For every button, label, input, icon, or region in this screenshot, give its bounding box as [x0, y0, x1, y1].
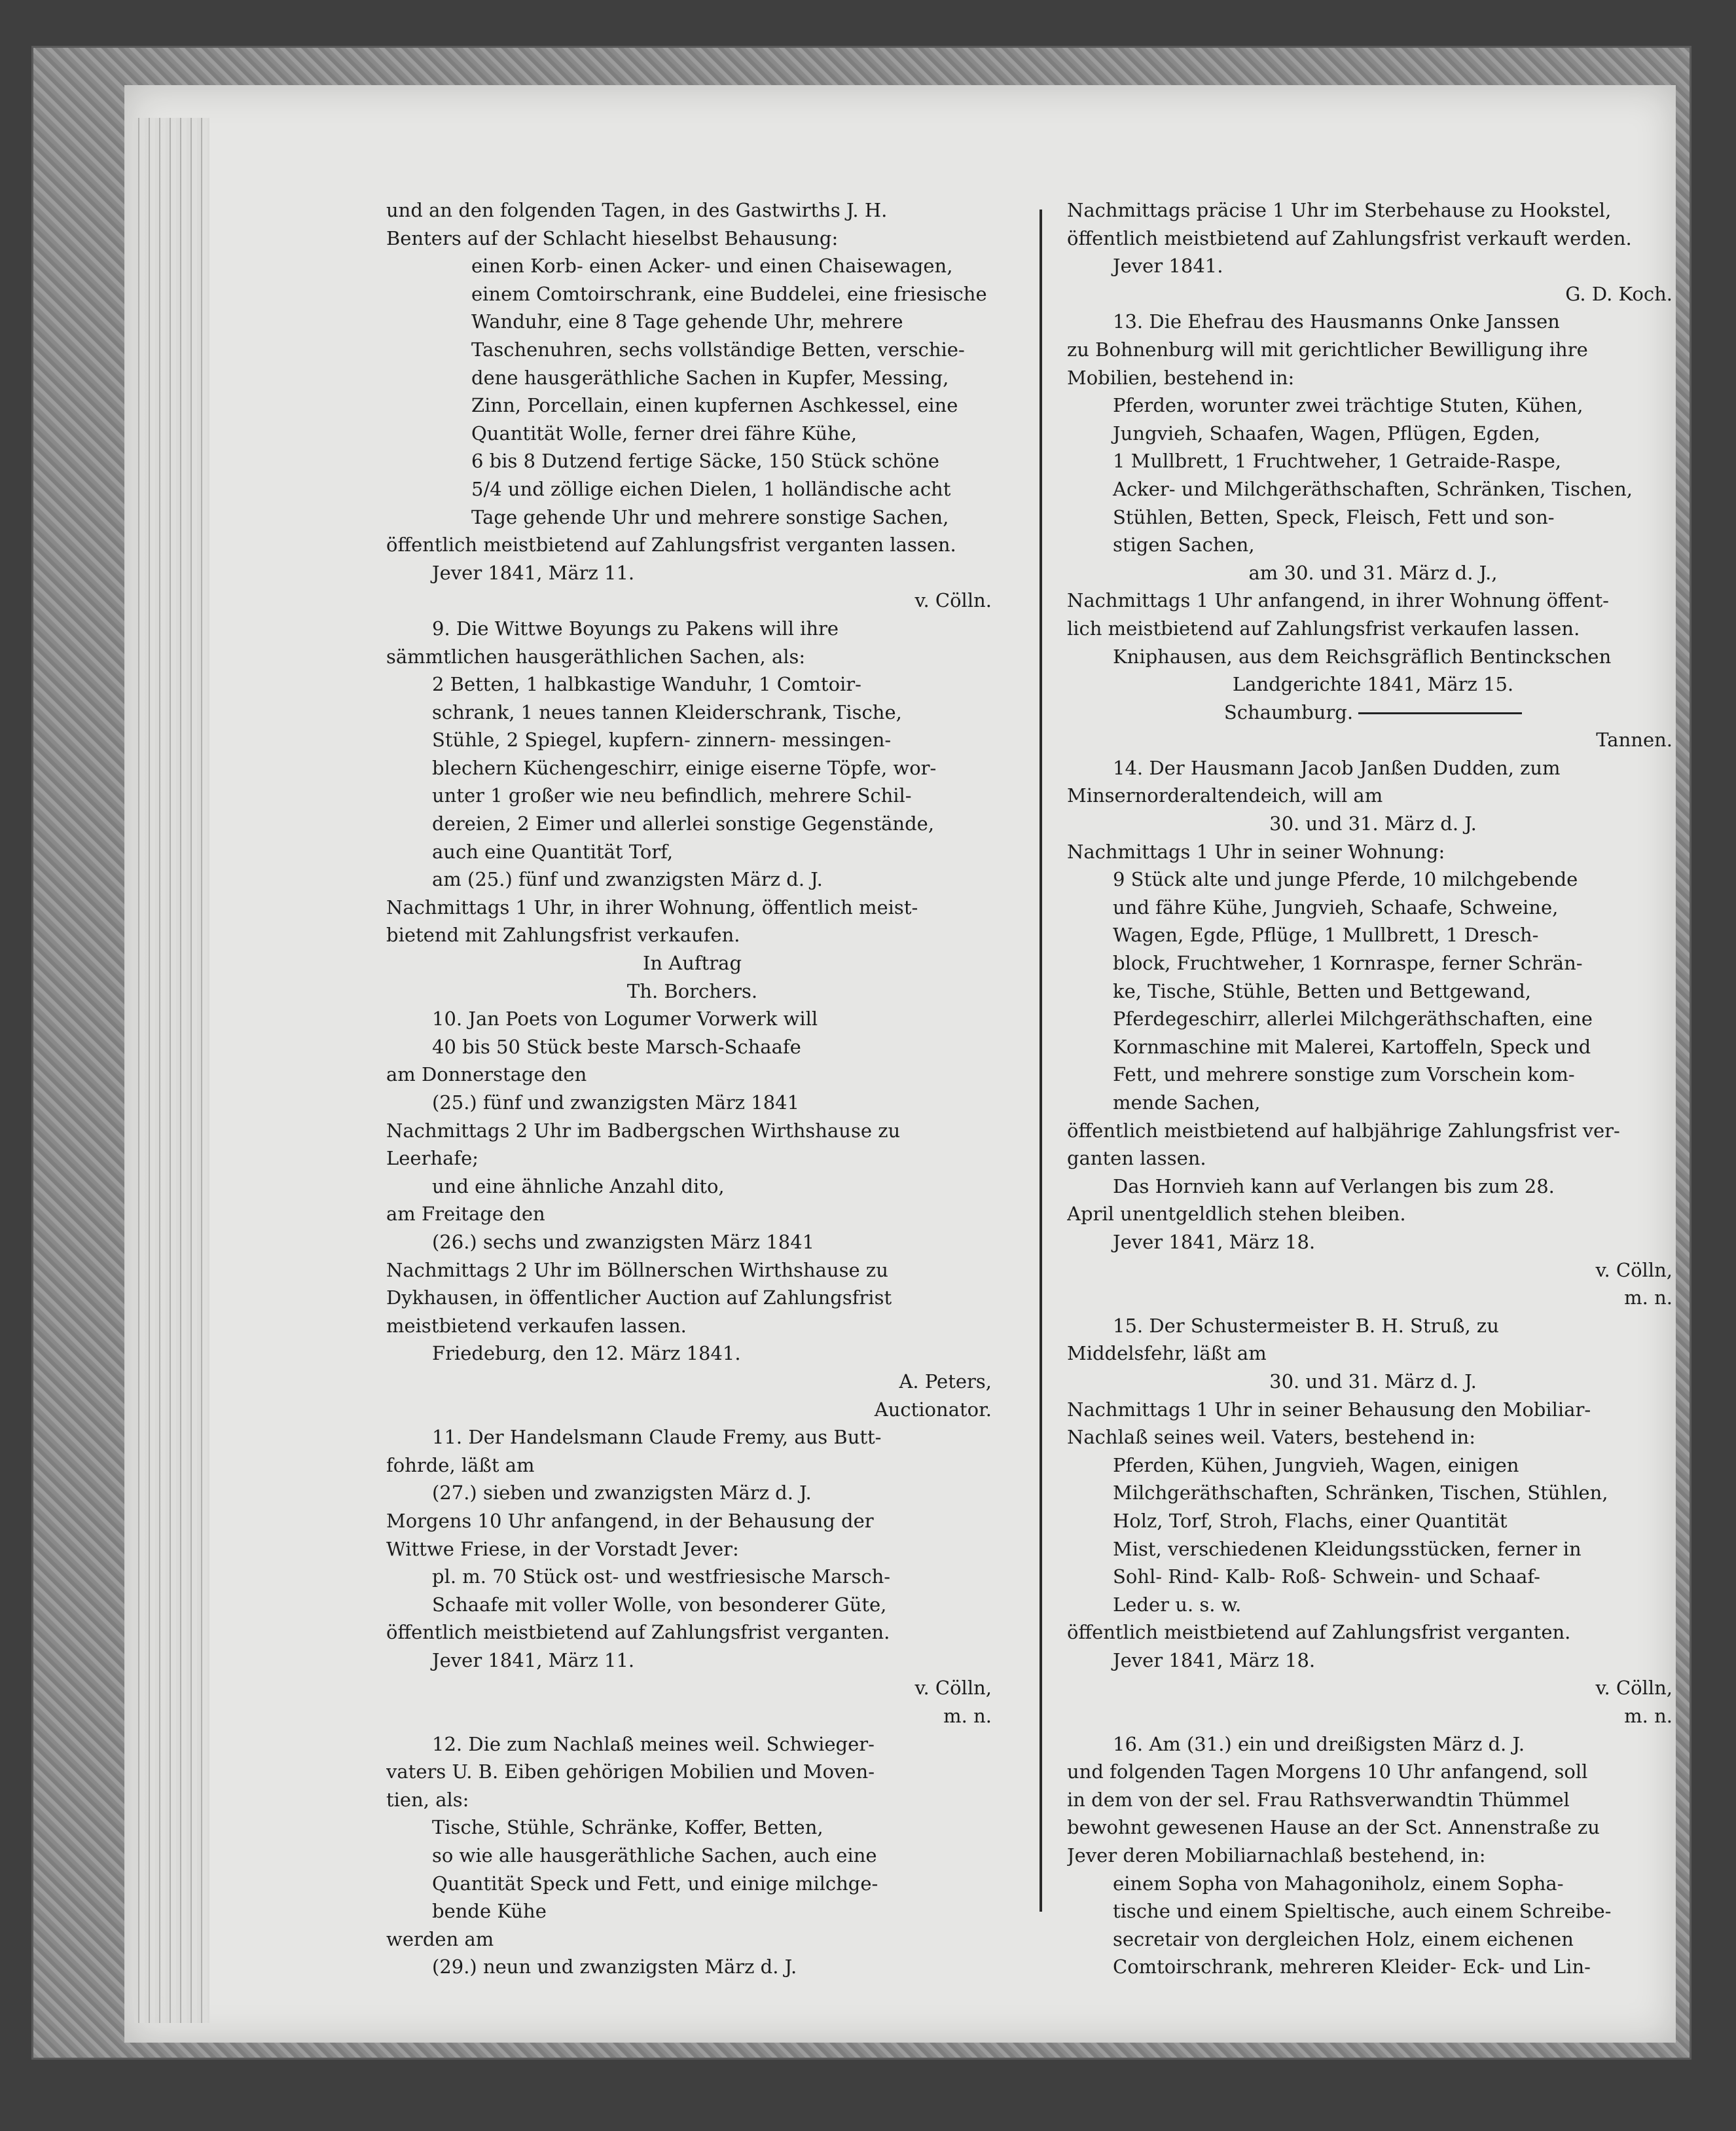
text-line-content: (25.) fünf und zwanzigsten März 1841 [432, 1091, 800, 1114]
text-line [386, 587, 998, 615]
text-line [1067, 1144, 1679, 1173]
text-line [386, 1563, 998, 1591]
text-line [1067, 308, 1679, 336]
text-line [1067, 364, 1679, 392]
text-line [386, 726, 998, 754]
text-line [386, 699, 998, 727]
text-line-content: Tannen. [1596, 729, 1673, 752]
text-line-content: ganten lassen. [1067, 1147, 1206, 1170]
text-line-content: öffentlich meistbietend auf Zahlungsfrist verkauft werden. [1067, 227, 1632, 249]
text-line [386, 1256, 998, 1284]
text-line [1067, 782, 1679, 810]
text-line-content: bietend mit Zahlungsfrist verkaufen. [386, 924, 740, 947]
text-line-content: Jever 1841. [1113, 255, 1223, 278]
text-line-content: 16. Am (31.) ein und dreißigsten März d. J. [1113, 1732, 1525, 1755]
text-line-content: unter 1 großer wie neu befindlich, mehrere Schil- [432, 784, 912, 807]
text-line [1067, 615, 1679, 643]
text-line-content: Benters auf der Schlacht hieselbst Behausung: [386, 227, 839, 249]
text-line [1067, 1423, 1679, 1451]
text-line [386, 754, 998, 782]
text-line [1067, 1925, 1679, 1954]
text-line [386, 921, 998, 949]
text-line-content: Jever 1841, März 18. [1113, 1230, 1316, 1253]
text-line [1067, 1228, 1679, 1256]
text-line-content: tien, als: [386, 1788, 469, 1811]
text-line-content: Jungvieh, Schaafen, Wagen, Pflügen, Egden, [1113, 422, 1540, 445]
text-line [386, 670, 998, 699]
text-line-content: Leder u. s. w. [1113, 1593, 1242, 1616]
text-line [386, 1396, 998, 1424]
text-line [386, 1647, 998, 1675]
text-line [386, 949, 998, 977]
text-line [1067, 587, 1679, 615]
text-line [386, 1702, 998, 1730]
text-line [386, 1842, 998, 1870]
text-line-content: Schaafe mit voller Wolle, von besonderer Güte, [432, 1593, 887, 1616]
text-line-content: bewohnt gewesenen Hause an der Sct. Annenstraße zu [1067, 1816, 1600, 1839]
text-line [386, 280, 998, 308]
text-line [1067, 643, 1679, 671]
text-line [1067, 1061, 1679, 1089]
column-divider-rule [1040, 209, 1042, 1912]
text-line-content: Nachlaß seines weil. Vaters, bestehend in: [1067, 1426, 1475, 1449]
text-line-content: Jever 1841, März 11. [432, 1648, 635, 1671]
text-line [386, 1730, 998, 1758]
text-line [1067, 894, 1679, 922]
text-line-content: Jever 1841, März 18. [1113, 1648, 1316, 1671]
text-line-content: 30. und 31. März d. J. [1269, 1370, 1477, 1393]
text-line-content: vaters U. B. Eiben gehörigen Mobilien und Moven- [386, 1760, 875, 1783]
text-line [1067, 1953, 1679, 1981]
text-line-content: (26.) sechs und zwanzigsten März 1841 [432, 1230, 815, 1253]
text-line-content: Tische, Stühle, Schränke, Koffer, Betten, [432, 1816, 823, 1839]
text-line [386, 1813, 998, 1842]
text-line-content: Stühle, 2 Spiegel, kupfern- zinnern- messingen- [432, 729, 892, 752]
text-line [1067, 531, 1679, 559]
text-line [1067, 1563, 1679, 1591]
text-line-content: G. D. Koch. [1565, 282, 1673, 305]
text-line-content: fohrde, läßt am [386, 1453, 535, 1476]
text-line [386, 531, 998, 559]
text-line-content: einen Korb- einen Acker- und einen Chaisewagen, [471, 255, 953, 278]
page-edge-binding [134, 118, 209, 2023]
text-line [386, 364, 998, 392]
text-line [1067, 1173, 1679, 1201]
text-line [1067, 1451, 1679, 1480]
text-line [386, 1618, 998, 1647]
text-line [386, 1117, 998, 1145]
text-line-content: Wittwe Friese, in der Vorstadt Jever: [386, 1537, 739, 1560]
text-line [1067, 475, 1679, 503]
text-line-content: Wagen, Egde, Pflüge, 1 Mullbrett, 1 Dresch- [1113, 924, 1539, 947]
text-line [386, 810, 998, 838]
text-line-content: Mobilien, bestehend in: [1067, 366, 1295, 389]
text-line-content: werden am [386, 1927, 494, 1950]
text-line [1067, 949, 1679, 977]
text-line [1067, 1368, 1679, 1396]
text-line-content: auch eine Quantität Torf, [432, 840, 674, 863]
text-line-content: sämmtlichen hausgeräthlichen Sachen, als: [386, 645, 806, 668]
text-line [386, 420, 998, 448]
text-line-content: und folgenden Tagen Morgens 10 Uhr anfangend, soll [1067, 1760, 1588, 1783]
text-line-content: A. Peters, [899, 1370, 992, 1393]
text-line [1067, 447, 1679, 475]
text-line-content: lich meistbietend auf Zahlungsfrist verkaufen lassen. [1067, 617, 1580, 640]
text-line [1067, 838, 1679, 866]
text-line [1067, 336, 1679, 364]
text-line-content: (27.) sieben und zwanzigsten März d. J. [432, 1482, 812, 1504]
text-line-content: Acker- und Milchgeräthschaften, Schränken, Tischen, [1113, 477, 1633, 500]
text-line-content: öffentlich meistbietend auf halbjährige Zahlungsfrist ver- [1067, 1119, 1620, 1142]
text-line [386, 1284, 998, 1312]
text-line-content: (29.) neun und zwanzigsten März d. J. [432, 1956, 797, 1978]
text-line [386, 1200, 998, 1228]
text-line-content: Nachmittags 1 Uhr anfangend, in ihrer Wohnung öffent- [1067, 589, 1609, 612]
text-line-content: Milchgeräthschaften, Schränken, Tischen, Stühlen, [1113, 1482, 1608, 1504]
text-line-content: secretair von dergleichen Holz, einem eichenen [1113, 1927, 1574, 1950]
text-line-content: öffentlich meistbietend auf Zahlungsfrist verganten. [386, 1621, 890, 1644]
text-line-content: Auctionator. [874, 1398, 992, 1421]
text-line-content: 9 Stück alte und junge Pferde, 10 milchgebende [1113, 868, 1578, 891]
text-line [1067, 1312, 1679, 1340]
text-line [1067, 1730, 1679, 1758]
text-line [386, 1507, 998, 1535]
text-line-content: 40 bis 50 Stück beste Marsch-Schaafe [432, 1035, 801, 1058]
text-line [1067, 392, 1679, 420]
text-line-content: Landgerichte 1841, März 15. [1232, 673, 1514, 696]
text-line-content: am Donnerstage den [386, 1063, 587, 1086]
text-line-content: 14. Der Hausmann Jacob Janßen Dudden, zum [1113, 756, 1561, 779]
text-line [386, 447, 998, 475]
text-line-content: April unentgeldlich stehen bleiben. [1067, 1203, 1406, 1226]
text-line-content: v. Cölln, [914, 1677, 992, 1700]
text-line-content: Minsernorderaltendeich, will am [1067, 784, 1383, 807]
text-line [1067, 1033, 1679, 1061]
text-line-content: v. Cölln, [1595, 1677, 1673, 1700]
text-line [1067, 280, 1679, 308]
text-line-content: einem Sopha von Mahagoniholz, einem Sopha- [1113, 1872, 1564, 1895]
text-line [386, 1535, 998, 1563]
text-line-content: pl. m. 70 Stück ost- und westfriesische Marsch- [432, 1565, 891, 1588]
text-line-content: Nachmittags 1 Uhr in seiner Behausung den Mobiliar- [1067, 1398, 1591, 1421]
text-line-content: block, Fruchtweher, 1 Kornraspe, ferner Schrän- [1113, 952, 1583, 975]
text-line-content: bende Kühe [432, 1900, 547, 1923]
text-line [1067, 1507, 1679, 1535]
text-line-content: Das Hornvieh kann auf Verlangen bis zum 28. [1113, 1175, 1555, 1197]
text-line-content: dereien, 2 Eimer und allerlei sonstige Gegenstände, [432, 812, 935, 835]
text-line-content: Schaumburg. [1223, 701, 1354, 723]
text-line [386, 559, 998, 587]
text-line [386, 894, 998, 922]
text-line [386, 1228, 998, 1256]
text-line-content: 2 Betten, 1 halbkastige Wanduhr, 1 Comtoir- [432, 673, 861, 696]
text-line-content: Jever 1841, März 11. [432, 561, 635, 584]
text-line-content: Tage gehende Uhr und mehrere sonstige Sachen, [471, 505, 949, 528]
text-line [1067, 1897, 1679, 1925]
text-line [1067, 1089, 1679, 1117]
text-line-content: einem Comtoirschrank, eine Buddelei, eine friesische [471, 282, 987, 305]
text-line [386, 1339, 998, 1368]
text-line [1067, 1396, 1679, 1424]
text-line-content: Wanduhr, eine 8 Tage gehende Uhr, mehrere [471, 310, 903, 333]
text-line [386, 1033, 998, 1061]
text-line [1067, 559, 1679, 587]
text-line-content: 5/4 und zöllige eichen Dielen, 1 holländische acht [471, 477, 951, 500]
text-line-content: Pferden, Kühen, Jungvieh, Wagen, einigen [1113, 1453, 1519, 1476]
text-line-content: Taschenuhren, sechs vollständige Betten, verschie- [471, 338, 965, 361]
text-line-content: 12. Die zum Nachlaß meines weil. Schwieger- [432, 1732, 875, 1755]
text-line-content: Quantität Wolle, ferner drei fähre Kühe, [471, 422, 858, 445]
text-line-content: mende Sachen, [1113, 1091, 1261, 1114]
text-line [1067, 1256, 1679, 1284]
text-line-content: Nachmittags 2 Uhr im Böllnerschen Wirthshause zu [386, 1258, 888, 1281]
text-line-content: ke, Tische, Stühle, Betten und Bettgewand, [1113, 979, 1531, 1002]
text-line [1067, 225, 1679, 253]
text-line-content: Pferden, worunter zwei trächtige Stuten, Kühen, [1113, 394, 1583, 417]
text-line [1067, 754, 1679, 782]
text-line-content: am 30. und 31. März d. J., [1248, 561, 1498, 584]
text-line [386, 1953, 998, 1981]
text-line-content: und fähre Kühe, Jungvieh, Schaafe, Schweine, [1113, 896, 1559, 919]
text-line-content: in dem von der sel. Frau Rathsverwandtin Thümmel [1067, 1788, 1570, 1811]
text-line-content: Dykhausen, in öffentlicher Auction auf Zahlungsfrist [386, 1286, 892, 1309]
text-line-content: Th. Borchers. [626, 979, 758, 1002]
text-line-content: 15. Der Schustermeister B. H. Struß, zu [1113, 1314, 1499, 1337]
text-line [386, 1144, 998, 1173]
text-line [386, 196, 998, 225]
text-line-content: öffentlich meistbietend auf Zahlungsfrist verganten. [1067, 1621, 1571, 1644]
text-line [386, 615, 998, 643]
text-line-content: 6 bis 8 Dutzend fertige Säcke, 150 Stück schöne [471, 450, 939, 473]
text-line-content: Nachmittags 1 Uhr, in ihrer Wohnung, öffentlich meist- [386, 896, 918, 919]
text-line [386, 308, 998, 336]
text-line [386, 225, 998, 253]
text-line-content: blechern Küchengeschirr, einige eiserne Töpfe, wor- [432, 756, 937, 779]
text-line [1067, 726, 1679, 754]
text-line [1067, 1674, 1679, 1702]
text-line [1067, 1702, 1679, 1730]
text-line [386, 838, 998, 866]
text-line-content: Fett, und mehrere sonstige zum Vorschein kom- [1113, 1063, 1575, 1086]
text-line [386, 1870, 998, 1898]
text-line [386, 1423, 998, 1451]
text-line [1067, 1339, 1679, 1368]
text-line-content: Sohl- Rind- Kalb- Roß- Schwein- und Schaaf- [1113, 1565, 1540, 1588]
text-line [1067, 1535, 1679, 1563]
text-line [386, 1173, 998, 1201]
text-line [1067, 1005, 1679, 1033]
text-line [1067, 1647, 1679, 1675]
text-line [386, 1591, 998, 1619]
text-line-content: In Auftrag [642, 952, 742, 975]
text-line-content: Kniphausen, aus dem Reichsgräflich Bentinckschen [1113, 645, 1612, 668]
text-line-content: Friedeburg, den 12. März 1841. [432, 1342, 741, 1365]
text-line-content: dene hausgeräthliche Sachen in Kupfer, Messing, [471, 366, 949, 389]
text-line-content: Zinn, Porcellain, einen kupfernen Aschkessel, eine [471, 394, 958, 417]
text-line [1067, 1200, 1679, 1228]
text-line [386, 475, 998, 503]
text-line [1067, 1591, 1679, 1619]
text-line-content: Middelsfehr, läßt am [1067, 1342, 1267, 1365]
text-line-content: m. n. [1624, 1286, 1673, 1309]
text-line-content: Jever deren Mobiliarnachlaß bestehend, in: [1067, 1844, 1486, 1867]
text-line [386, 1925, 998, 1954]
text-line-content: 10. Jan Poets von Logumer Vorwerk will [432, 1008, 818, 1030]
text-line [386, 336, 998, 364]
text-line [1067, 1117, 1679, 1145]
text-line [386, 643, 998, 671]
text-line-content: tische und einem Spieltische, auch einem Schreibe- [1113, 1900, 1612, 1923]
text-line-content: Mist, verschiedenen Kleidungsstücken, ferner in [1113, 1537, 1582, 1560]
text-line [386, 1674, 998, 1702]
text-line [1067, 1479, 1679, 1507]
text-line-content: 13. Die Ehefrau des Hausmanns Onke Janssen [1113, 310, 1560, 333]
text-line [1067, 1786, 1679, 1814]
text-line-content: meistbietend verkaufen lassen. [386, 1314, 687, 1337]
text-line-content: und an den folgenden Tagen, in des Gastwirths J. H. [386, 199, 888, 221]
text-line [386, 782, 998, 810]
text-line [1067, 977, 1679, 1006]
text-line [386, 1451, 998, 1480]
text-line-content: am Freitage den [386, 1203, 545, 1226]
text-line-content: am (25.) fünf und zwanzigsten März d. J. [432, 868, 823, 891]
text-line [1067, 420, 1679, 448]
text-line [386, 1786, 998, 1814]
text-line-content: 1 Mullbrett, 1 Fruchtweher, 1 Getraide-Raspe, [1113, 450, 1561, 473]
text-line [1067, 1284, 1679, 1312]
text-line [386, 1368, 998, 1396]
text-line-content: Comtoirschrank, mehreren Kleider- Eck- und Lin- [1113, 1956, 1591, 1978]
text-line [386, 392, 998, 420]
text-line-content: 11. Der Handelsmann Claude Fremy, aus Butt- [432, 1426, 882, 1449]
text-line-content: Nachmittags 2 Uhr im Badbergschen Wirthshause zu [386, 1119, 901, 1142]
text-line [386, 252, 998, 280]
text-line [1067, 252, 1679, 280]
text-line-content: Nachmittags präcise 1 Uhr im Sterbehause zu Hookstel, [1067, 199, 1612, 221]
text-line-content: zu Bohnenburg will mit gerichtlicher Bewilligung ihre [1067, 338, 1588, 361]
text-line [1067, 503, 1679, 532]
text-line-content: Pferdegeschirr, allerlei Milchgeräthschaften, eine [1113, 1008, 1593, 1030]
text-line-content: 30. und 31. März d. J. [1269, 812, 1477, 835]
text-line-content: m. n. [943, 1705, 992, 1728]
text-line-content: v. Cölln, [1595, 1258, 1673, 1281]
text-line [386, 977, 998, 1006]
text-line-content: 9. Die Wittwe Boyungs zu Pakens will ihre [432, 617, 839, 640]
text-line [1067, 670, 1679, 699]
text-line [386, 1479, 998, 1507]
text-line [1067, 1758, 1679, 1786]
text-line-content: Morgens 10 Uhr anfangend, in der Behausung der [386, 1509, 874, 1532]
text-line-content: Stühlen, Betten, Speck, Fleisch, Fett und son- [1113, 505, 1555, 528]
text-line [386, 1312, 998, 1340]
text-line-content: schrank, 1 neues tannen Kleiderschrank, Tische, [432, 701, 902, 723]
text-line-content: Holz, Torf, Stroh, Flachs, einer Quantität [1113, 1509, 1508, 1532]
text-line-content: Kornmaschine mit Malerei, Kartoffeln, Speck und [1113, 1035, 1591, 1058]
text-line [1067, 1813, 1679, 1842]
text-line-content: stigen Sachen, [1113, 534, 1255, 556]
text-line-content: so wie alle hausgeräthliche Sachen, auch eine [432, 1844, 877, 1867]
text-line [386, 1061, 998, 1089]
text-line-content: Quantität Speck und Fett, und einige milchge- [432, 1872, 878, 1895]
signature-rule [1358, 712, 1522, 714]
right-text-column [1067, 196, 1679, 1981]
text-line [386, 1005, 998, 1033]
text-line [1067, 865, 1679, 894]
text-line [1067, 1842, 1679, 1870]
text-line [1067, 699, 1679, 727]
text-line-content: und eine ähnliche Anzahl dito, [432, 1175, 725, 1197]
text-line-content: Leerhafe; [386, 1147, 479, 1170]
text-line-content: v. Cölln. [914, 589, 992, 612]
text-line [386, 1089, 998, 1117]
text-line [386, 1897, 998, 1925]
text-line [1067, 196, 1679, 225]
text-line-content: Nachmittags 1 Uhr in seiner Wohnung: [1067, 840, 1445, 863]
text-line [1067, 921, 1679, 949]
text-line [1067, 1618, 1679, 1647]
text-line [1067, 810, 1679, 838]
text-line [1067, 1870, 1679, 1898]
text-line [386, 1758, 998, 1786]
left-text-column [386, 196, 998, 1981]
text-line-content: m. n. [1624, 1705, 1673, 1728]
text-line-content: öffentlich meistbietend auf Zahlungsfrist verganten lassen. [386, 534, 956, 556]
text-line [386, 865, 998, 894]
text-line [386, 503, 998, 532]
